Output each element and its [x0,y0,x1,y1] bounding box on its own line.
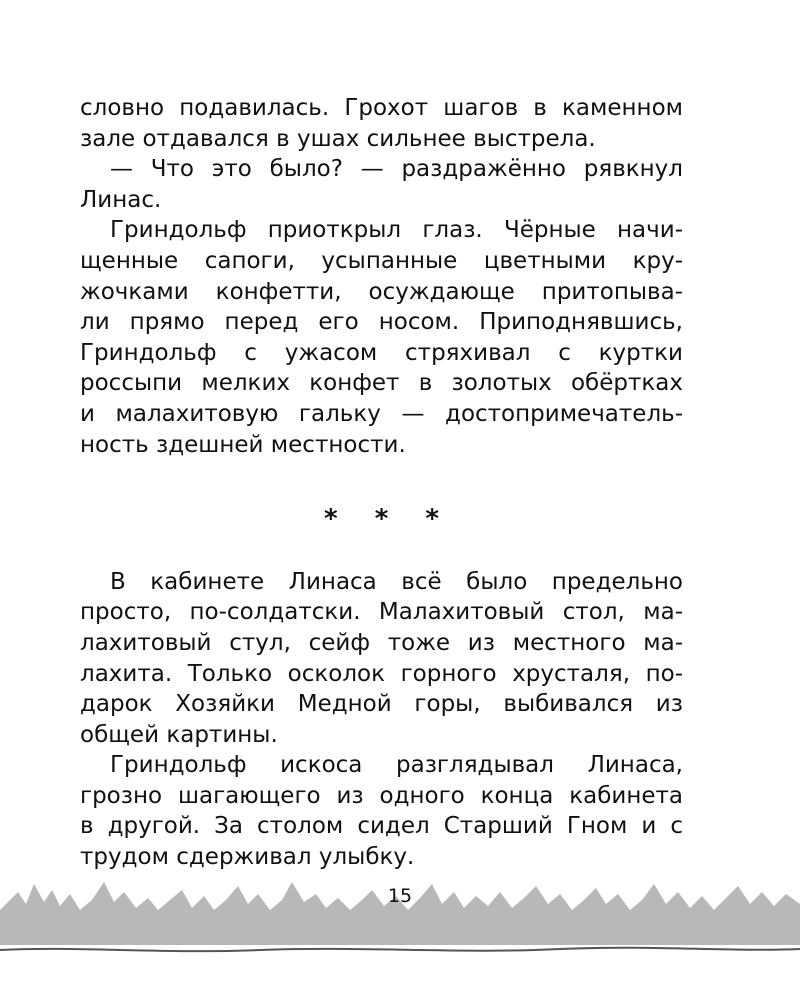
text-line: Линас. [80,186,162,213]
text-line: грозно шагающего из одного конца кабинета [80,782,683,809]
text-line: В кабинете Линаса всё было предельно [110,568,683,595]
paragraph [80,215,683,460]
text-line: зале отдавался в ушах сильнее выстрела. [80,125,596,152]
text-line: трудом сдерживал улыбку. [80,844,415,871]
text-line: россыпи мелких конфет в золотых обёртках [80,370,683,397]
text-line: лахитовый стул, сейф тоже из местного ма- [80,629,683,656]
text-line: ли прямо перед его носом. Приподнявшись, [80,309,683,336]
text-line: лахита. Только осколок горного хрусталя, по- [80,660,683,687]
page-body [80,93,683,873]
text-line: и малахитовую гальку — достопримечатель- [80,400,683,427]
paragraph [80,567,683,751]
ground-line [0,948,800,951]
text-line: дарок Хозяйки Медной горы, выбивался из [80,691,683,718]
text-line: Гриндольф искоса разглядывал Линаса, [110,752,683,779]
page-number: 15 [387,885,413,907]
text-line: щенные сапоги, усыпанные цветными кру- [80,247,683,274]
text-line: общей картины. [80,721,278,748]
text-line: Гриндольф приоткрыл глаз. Чёрные начи- [110,217,683,244]
text-line: просто, по-солдатски. Малахитовый стол, ма- [80,599,683,626]
paragraph [80,93,683,154]
text-line: ность здешней местности. [80,431,406,458]
text-line: в другой. За столом сидел Старший Гном и с [80,813,683,840]
section-separator: * * * [324,504,453,535]
paragraph [80,750,683,872]
text-line: Гриндольф с ужасом стряхивал с куртки [80,339,683,366]
text-line: словно подавилась. Грохот шагов в каменном [80,95,683,121]
text-line: жочками конфетти, осуждающе притопыва- [80,278,683,305]
text-line: — Что это было? — раздражённо рявкнул [110,156,683,183]
paragraph [80,154,683,215]
